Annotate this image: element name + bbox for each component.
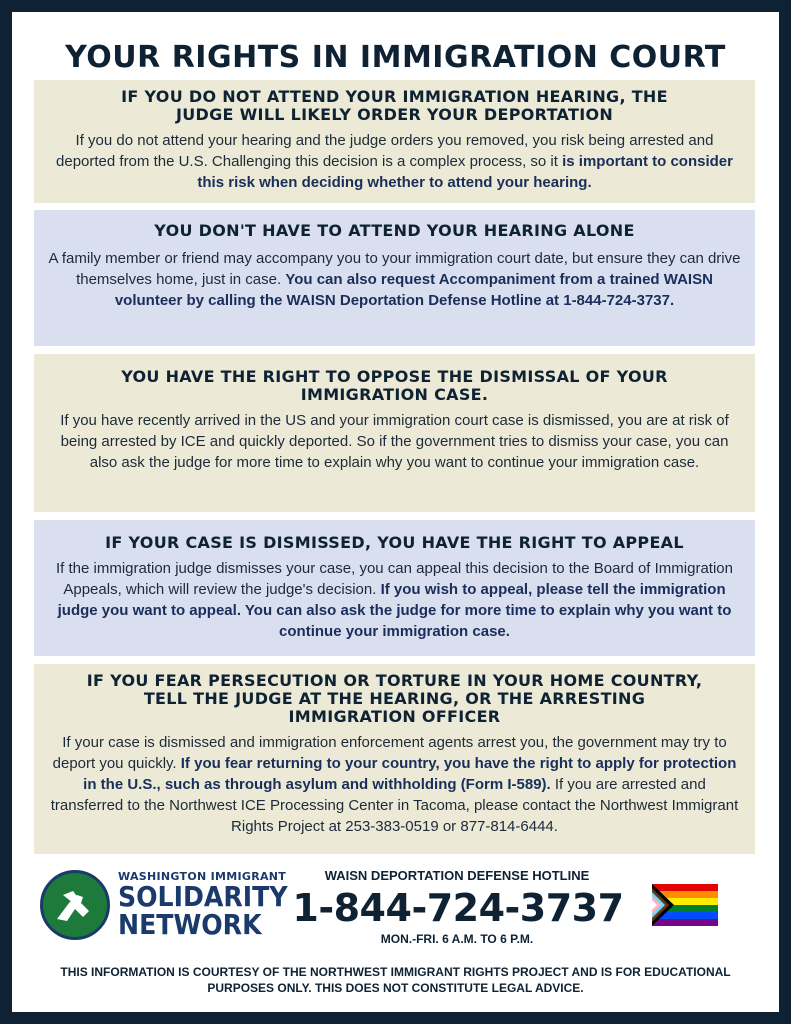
waisn-logo — [40, 870, 288, 942]
section-heading: IF YOU FEAR PERSECUTION OR TORTURE IN YOUR HOME COUNTRY, TELL THE JUDGE AT THE HEARING, OR THE ARRESTING IMMIGRATION OFFICER — [86, 671, 703, 726]
section-no-attend — [34, 80, 755, 203]
hotline-number[interactable]: 1-844-724-3737 — [292, 886, 624, 930]
section-body: If you do not attend your hearing and the judge orders you removed, you risk being arrested and deported from the U.S. Challenging this decision is a complex process, so it is important to consider this risk when deciding whether to attend your hearing. — [56, 132, 733, 191]
section-body: A family member or friend may accompany you to your immigration court date, but ensure they can drive themselves home, just in case. You can also request Accompaniment from a trained WAISN volunteer by calling the WAISN Deportation Defense Hotline at 1-844-724-3737. — [48, 250, 741, 309]
section-body: If the immigration judge dismisses your case, you can appeal this decision to the Board of Immigration Appeals, which will review the judge's decision. If you wish to appeal, please tell the immigration judge you want to appeal. You can also ask the judge for more time to explain why you want to continue your immigration case. — [55, 560, 733, 640]
handshake-icon — [40, 870, 110, 940]
section-body: If your case is dismissed and immigration enforcement agents arrest you, the government may try to deport you quickly. If you fear returning to your country, you have the right to apply for protection in the U.S., such as through asylum and withholding (Form I-589). If you are arrested and transferred to the Northwest ICE Processing Center in Tacoma, please contact the Northwest Immigrant Rights Project at 253-383-0519 or 877-814-6444. — [50, 734, 739, 835]
section-heading: IF YOU DO NOT ATTEND YOUR IMMIGRATION HEARING, THE JUDGE WILL LIKELY ORDER YOUR DEPORTATION — [121, 87, 668, 124]
section-heading: YOU HAVE THE RIGHT TO OPPOSE THE DISMISSAL OF YOUR IMMIGRATION CASE. — [121, 367, 668, 404]
section-appeal — [34, 520, 755, 656]
section-oppose-dismissal — [34, 354, 755, 512]
section-not-alone — [34, 210, 755, 346]
logo-line-3: NETWORK — [118, 908, 262, 941]
flyer-page — [12, 12, 779, 1012]
progress-pride-flag-icon — [652, 884, 718, 926]
logo-line-2: SOLIDARITY — [118, 880, 288, 913]
hotline-label: WAISN DEPORTATION DEFENSE HOTLINE — [324, 868, 590, 883]
footer-disclaimer: THIS INFORMATION IS COURTESY OF THE NORTHWEST IMMIGRANT RIGHTS PROJECT AND IS FOR EDUCATIONAL PURPOSES ONLY. THIS DOES NOT CONSTITUTE LEGAL ADVICE. — [60, 965, 731, 995]
hotline-hours: MON.-FRI. 6 A.M. TO 6 P.M. — [380, 932, 534, 946]
section-body: If you have recently arrived in the US and your immigration court case is dismissed, you are at risk of being arrested by ICE and quickly deported. So if the government tries to dismiss your case, you can also ask the judge for more time to explain why you want to continue your immigration case. — [60, 412, 729, 471]
section-fear-persecution — [34, 664, 755, 854]
section-heading: YOU DON'T HAVE TO ATTEND YOUR HEARING ALONE — [154, 221, 635, 240]
logo-line-1: WASHINGTON IMMIGRANT — [118, 870, 287, 883]
page-title: YOUR RIGHTS IN IMMIGRATION COURT — [65, 40, 726, 75]
section-heading: IF YOUR CASE IS DISMISSED, YOU HAVE THE RIGHT TO APPEAL — [105, 533, 684, 552]
